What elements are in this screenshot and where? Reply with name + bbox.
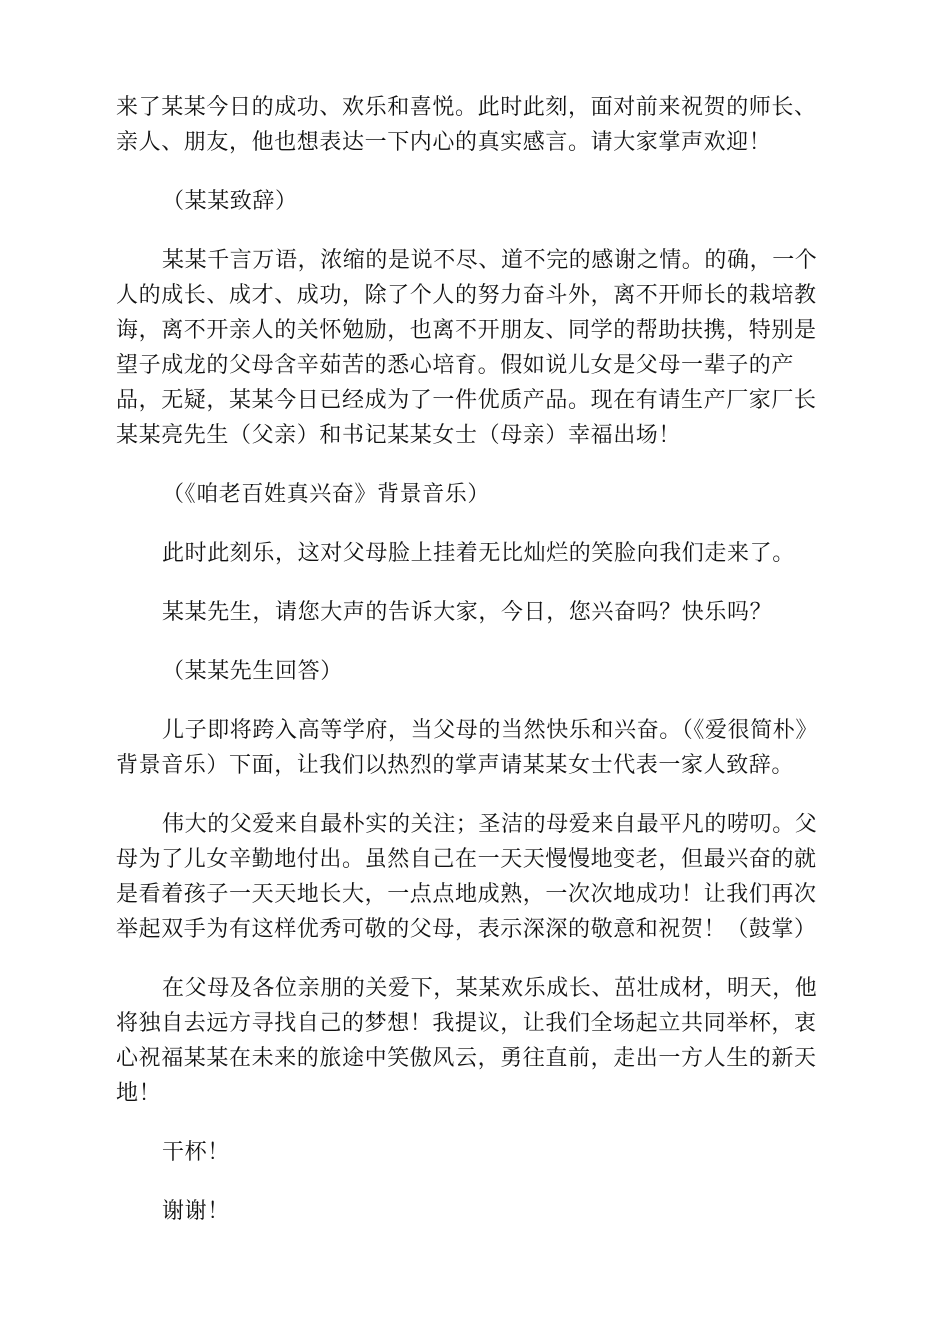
paragraph-8: 儿子即将跨入高等学府，当父母的当然快乐和兴奋。（《爱很简朴》背景音乐）下面，让我们以热烈的掌声请某某女士代表一家人致辞。: [116, 718, 819, 778]
document-body: [116, 90, 836, 1253]
paragraph-7: （某某先生回答）: [162, 659, 343, 684]
paragraph-2: （某某致辞）: [162, 189, 298, 214]
paragraph-3: 某某千言万语，浓缩的是说不尽、道不完的感谢之情。的确，一个人的成长、成才、成功，除了个人的努力奋斗外，离不开师长的栽培教诲，离不开亲人的关怀勉励，也离不开朋友、同学的帮助扶携，特别是望子成龙的父母含辛茹苦的悉心培育。假如说儿女是父母一辈子的产品，无疑，某某今日已经成为了一件优质产品。现在有请生产厂家厂长某某亮先生（父亲）和书记某某女士（母亲）幸福出场！: [116, 248, 818, 448]
paragraph-10: 在父母及各位亲朋的关爱下，某某欢乐成长、茁壮成材，明天，他将独自去远方寻找自己的梦想！我提议，让我们全场起立共同举杯，衷心祝福某某在未来的旅途中笑傲风云，勇往直前，走出一方人生的新天地！: [116, 976, 818, 1106]
paragraph-12: 谢谢！: [162, 1199, 230, 1224]
paragraph-11: 干杯！: [162, 1140, 230, 1165]
paragraph-1: 来了某某今日的成功、欢乐和喜悦。此时此刻，面对前来祝贺的师长、亲人、朋友，他也想表达一下内心的真实感言。请大家掌声欢迎！: [116, 95, 817, 155]
paragraph-6: 某某先生，请您大声的告诉大家，今日，您兴奋吗？快乐吗？: [162, 600, 773, 625]
paragraph-5: 此时此刻乐，这对父母脸上挂着无比灿烂的笑脸向我们走来了。: [162, 541, 795, 566]
paragraph-9: 伟大的父爱来自最朴实的关注；圣洁的母爱来自最平凡的唠叨。父母为了儿女辛勤地付出。虽然自己在一天天慢慢地变老，但最兴奋的就是看着孩子一天天地长大，一点点地成熟，一次次地成功！让我们再次举起双手为有这样优秀可敬的父母，表示深深的敬意和祝贺！（鼓掌）: [116, 812, 818, 942]
paragraph-4: （《咱老百姓真兴奋》背景音乐）: [162, 482, 491, 507]
